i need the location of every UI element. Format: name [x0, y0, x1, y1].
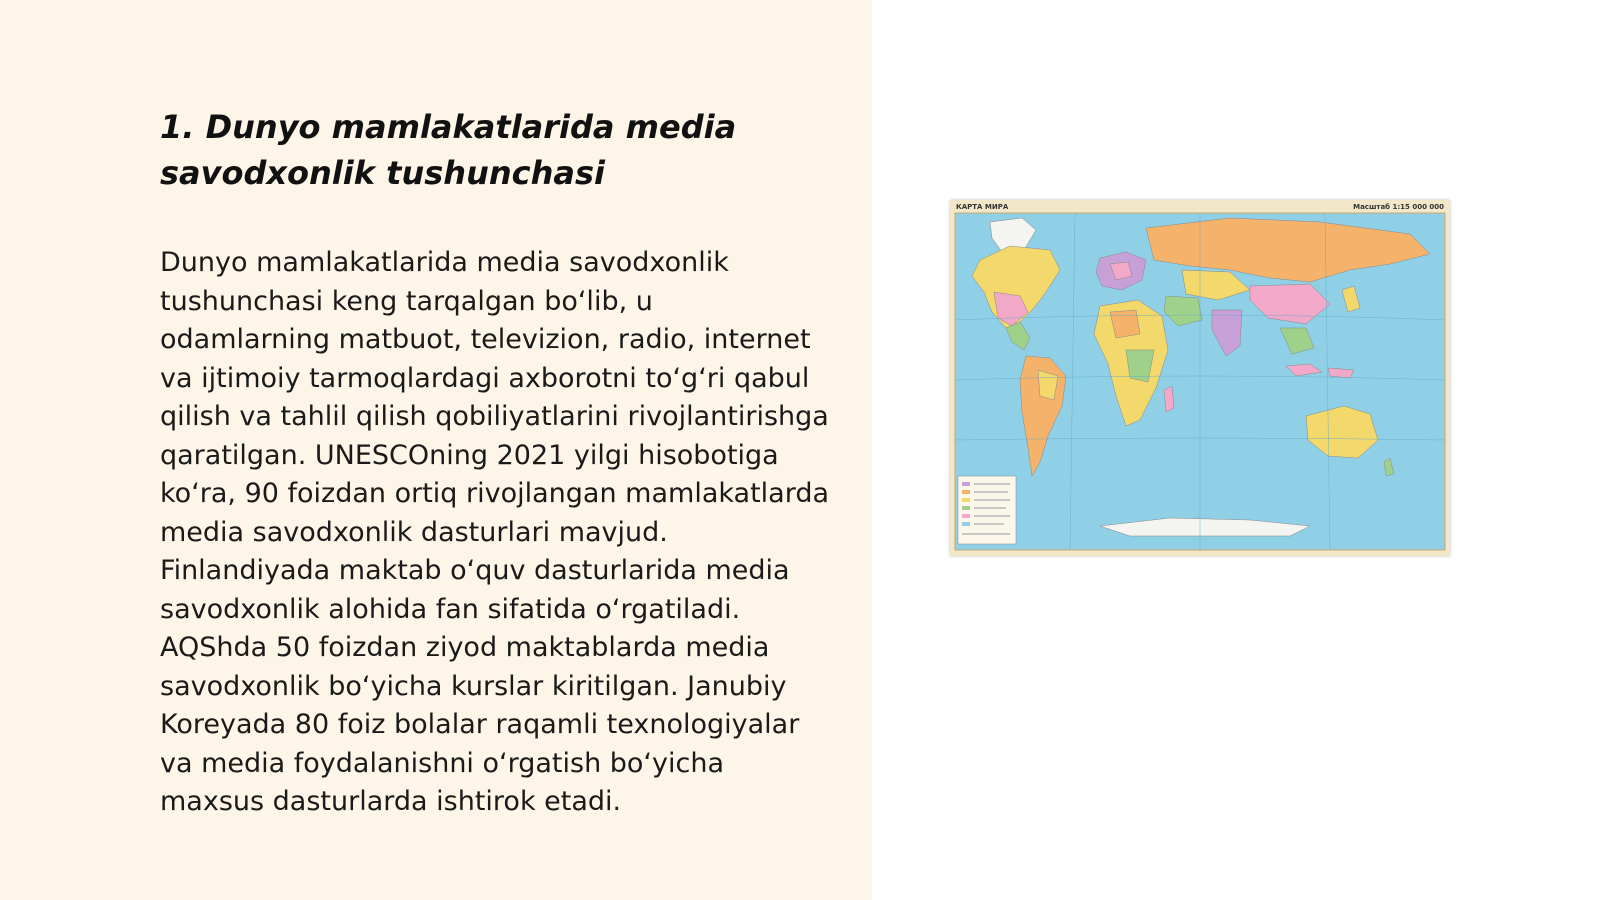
slide-title: 1. Dunyo mamlakatlarida media savodxonlik tushunchasi: [160, 108, 737, 192]
slide-paragraph: Dunyo mamlakatlarida media savodxonlik tushunchasi keng tarqalgan bo‘lib, u odamlarning matbuot, televizion, radio, internet va ijtimoiy tarmoqlardagi axborotni to‘g‘ri qabul qilish va tahlil qilish qobiliyatlarini rivojlantirishga qaratilgan. UNESCOning 2021 yilgi hisobotiga ko‘ra, 90 foizdan ortiq rivojlangan mamlakatlarda media savodxonlik dasturlari mavjud. Finlandiyada maktab o‘quv dasturlarida media savodxonlik alohida fan sifatida o‘rgatiladi. AQShda 50 foizdan ziyod maktablarda media savodxonlik bo‘yicha kurslar kiritilgan. Janubiy Koreyada 80 foiz bolalar raqamli texnologiyalar va media foydalanishni o‘rgatish bo‘yicha maxsus dasturlarda ishtirok etadi.: [160, 247, 830, 817]
world-map-graphic: [950, 200, 1450, 556]
map-header-left: КАРТА МИРА: [956, 203, 1009, 211]
map-landmass: [1164, 386, 1174, 412]
map-legend: [958, 476, 1016, 544]
map-header-right: Масштаб 1:15 000 000: [1353, 203, 1444, 211]
world-map-image: [950, 200, 1450, 556]
